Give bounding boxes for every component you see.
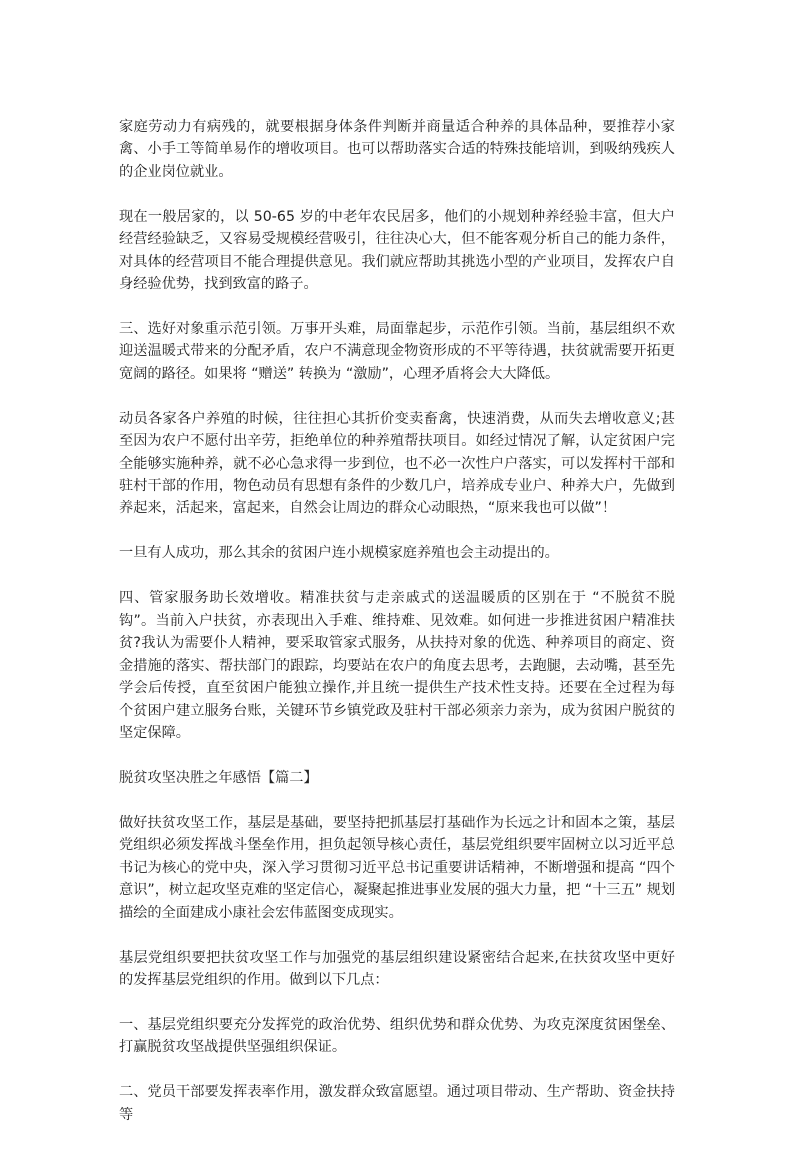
paragraph-disabled-household-support: 家庭劳动力有病残的，就要根据身体条件判断并商量适合种养的具体品种，要推荐小家禽、小手工等简单易作的增收项目。也可以帮助落实合适的特殊技能培训，到吸纳残疾人的企业岗位就业。 — [119, 119, 675, 180]
paragraph-mobilize-households: 动员各家各户养殖的时候，往往担心其折价变卖畜禽，快速消费，从而失去增收意义;甚至因为农户不愿付出辛劳，拒绝单位的种养殖帮扶项目。如经过情况了解，认定贫困户完全能够实施种养，就不必心急求得一步到位，也不必一次性户户落实，可以发挥村干部和驻村干部的作用，物色动员有思想有条件的少数几户，培养成专业户、种养大户，先做到养起来，活起来，富起来，自然会让周边的群众心动眼热，“原来我也可以做”！ — [119, 410, 675, 517]
section-heading-part-two: 脱贫攻坚决胜之年感悟【篇二】 — [119, 769, 318, 786]
paragraph-point-two: 二、党员干部要发挥表率作用，激发群众致富愿望。通过项目带动、生产帮助、资金扶持等 — [119, 1084, 675, 1123]
paragraph-point-one: 一、基层党组织要充分发挥党的政治优势、组织优势和群众优势、为攻克深度贫困堡垒、打赢脱贫攻坚战提供坚强组织保证。 — [119, 1016, 675, 1056]
paragraph-elderly-farmers: 现在一般居家的，以 50-65 岁的中老年农民居多，他们的小规划种养经验丰富，但大户经营经验缺乏，又容易受规模经营吸引，往往决心大，但不能客观分析自己的能力条件，对具体的经营项目不能合理提供意见。我们就应帮助其挑选小型的产业项目，发挥农户自身经验优势，找到致富的路子。 — [119, 208, 675, 293]
paragraph-party-organization-role: 基层党组织要把扶贫攻坚工作与加强党的基层组织建设紧密结合起来,在扶贫攻坚中更好的发挥基层党组织的作用。做到以下几点： — [119, 949, 675, 988]
paragraph-success-example: 一旦有人成功，那么其余的贫困户连小规模家庭养殖也会主动提出的。 — [119, 545, 559, 562]
paragraph-grassroots-foundation: 做好扶贫攻坚工作，基层是基础，要坚持把抓基层打基础作为长远之计和固本之策，基层党组织必须发挥战斗堡垒作用，担负起领导核心责任，基层党组织要牢固树立以习近平总书记为核心的党中央，深入学习贯彻习近平总书记重要讲话精神，不断增强和提高 “四个意识”，树立起攻坚克难的坚定信心，凝聚起推进事业发展的强大力量，把 “十三五” 规划描绘的全面建成小康社会宏伟蓝图变成现实。 — [119, 814, 676, 921]
document-body — [119, 116, 675, 1149]
paragraph-section-three-demonstration: 三、选好对象重示范引领。万事开头难，局面靠起步，示范作引领。当前，基层组织不欢迎送温暖式带来的分配矛盾，农户不满意现金物资形成的不平等待遇，扶贫就需要开拓更宽阔的路径。如果将 “赠送” 转换为 “激励”，心理矛盾将会大大降低。 — [119, 321, 675, 382]
paragraph-section-four-steward-service: 四、管家服务助长效增收。精准扶贫与走亲戚式的送温暖质的区别在于 “不脱贫不脱钩”。当前入户扶贫，亦表现出入手难、维持难、见效难。如何进一步推进贫困户精准扶贫?我认为需要仆人精神，要采取管家式服务，从扶持对象的优选、种养项目的商定、资金措施的落实、帮扶部门的跟踪，均要站在农户的角度去思考，去跑腿，去动嘴，甚至先学会后传授，直至贫困户能独立操作,并且统一提供生产技术性支持。还要在全过程为每个贫困户建立服务台账，关键环节乡镇党政及驻村干部必须亲力亲为，成为贫困户脱贫的坚定保障。 — [119, 590, 675, 741]
